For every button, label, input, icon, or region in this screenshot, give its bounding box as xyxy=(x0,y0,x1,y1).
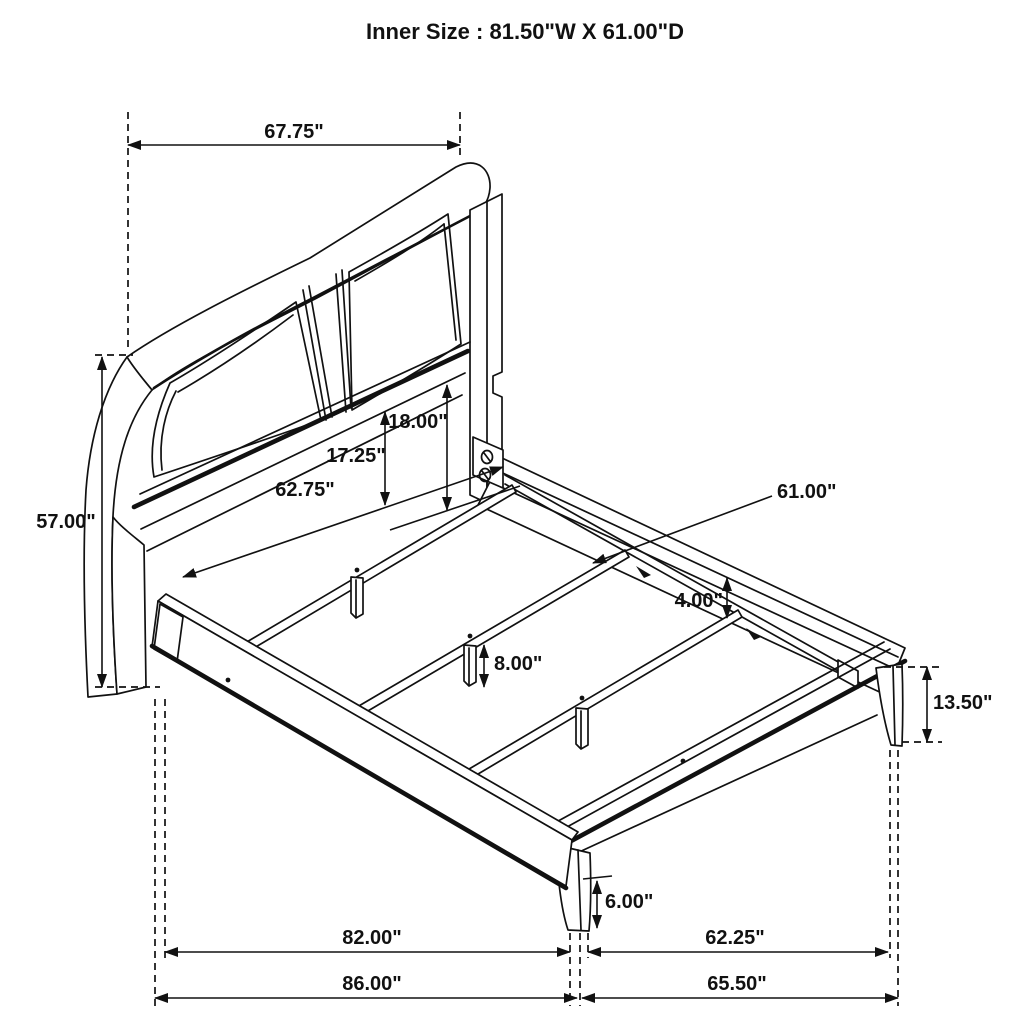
dim-label-13-50: 13.50" xyxy=(933,692,993,714)
dim-label-65-50: 65.50" xyxy=(707,973,767,995)
dim-label-61-00: 61.00" xyxy=(777,481,837,503)
dim-label-17-25: 17.25" xyxy=(326,445,386,467)
dim-label-86-00: 86.00" xyxy=(342,973,402,995)
dimension-lines xyxy=(102,145,927,998)
footboard xyxy=(540,642,905,931)
near-side-rail xyxy=(152,594,578,888)
footboard-right-leg xyxy=(876,664,903,746)
page-title: Inner Size : 81.50"W X 61.00"D xyxy=(366,19,684,44)
dim-label-57-00: 57.00" xyxy=(36,511,96,533)
dim-label-67-75: 67.75" xyxy=(264,121,324,143)
dim-label-6-00: 6.00" xyxy=(605,891,654,913)
dim-label-8-00: 8.00" xyxy=(494,653,543,675)
dim-label-62-25: 62.25" xyxy=(705,927,765,949)
dim-label-18-00: 18.00" xyxy=(388,411,448,433)
bed-frame-drawing xyxy=(84,163,905,931)
dim-label-82-00: 82.00" xyxy=(342,927,402,949)
dim-label-4-00: 4.00" xyxy=(674,590,723,612)
extension-lines xyxy=(95,112,942,1006)
dim-label-62-75: 62.75" xyxy=(275,479,335,501)
